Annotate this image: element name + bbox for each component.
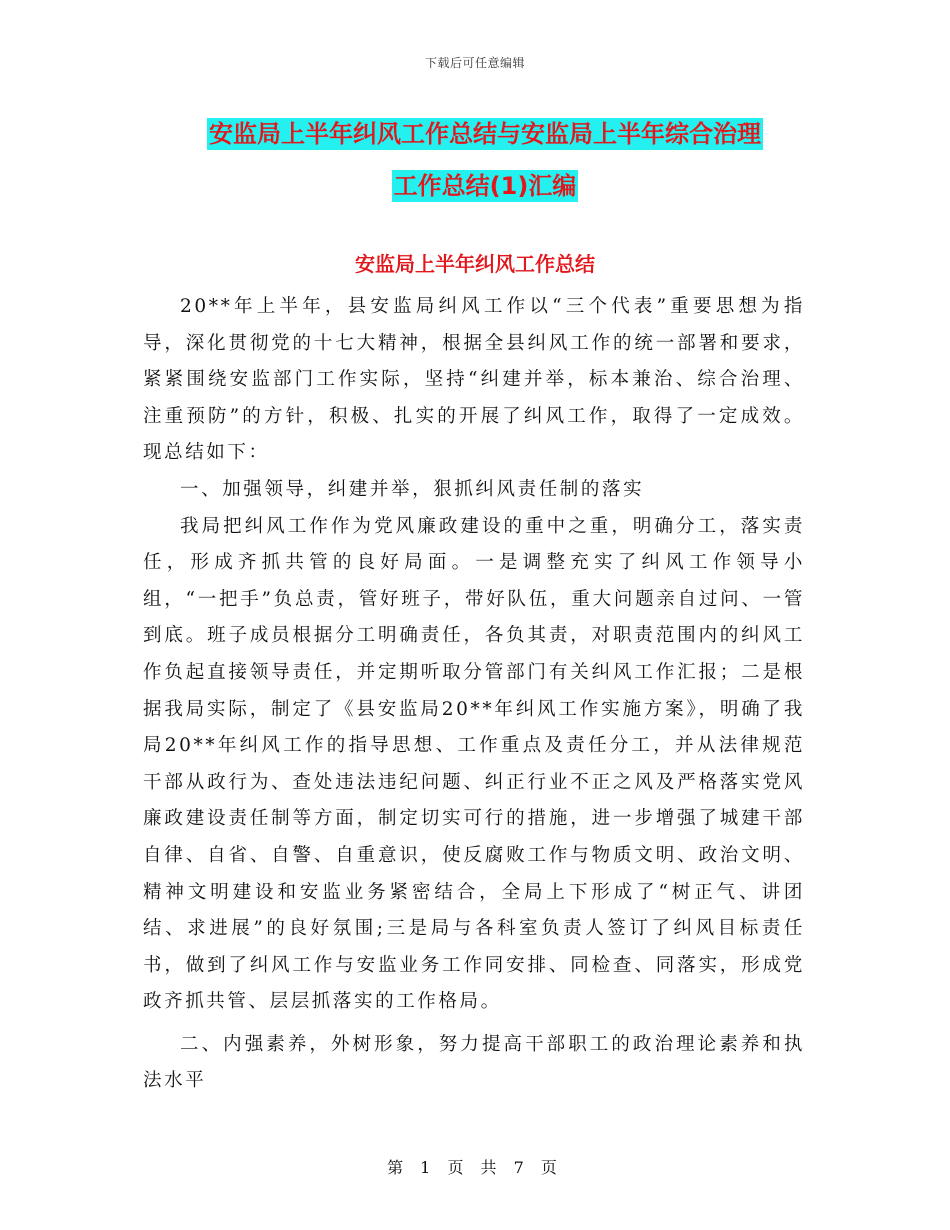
body-paragraph: 20**年上半年，县安监局纠风工作以“三个代表”重要思想为指导，深化贯彻党的十七大精神，根据全县纠风工作的统一部署和要求，紧紧围绕安监部门工作实际，坚持“纠建并举，标本兼治、综合治理、注重预防”的方针，积极、扎实的开展了纠风工作，取得了一定成效。现总结如下： — [143, 296, 805, 464]
page-number: 第 1 页 共 7 页 — [387, 1158, 563, 1177]
section-heading-2: 二、内强素养，外树形象，努力提高干部职工的政治理论素养和执法水平 — [143, 1033, 805, 1092]
document-body — [143, 289, 805, 1100]
document-title-line-1: 安监局上半年纠风工作总结与安监局上半年综合治理 — [209, 120, 761, 148]
page-header-note: 下载后可任意编辑 — [424, 56, 525, 70]
section-heading-1: 一、加强领导，纠建并举，狠抓纠风责任制的落实 — [180, 478, 645, 500]
document-title-line-2: 工作总结(1)汇编 — [393, 172, 577, 200]
document-title — [145, 108, 825, 212]
body-paragraph: 我局把纠风工作作为党风廉政建设的重中之重，明确分工，落实责任，形成齐抓共管的良好局面。一是调整充实了纠风工作领导小组，“一把手”负总责，管好班子，带好队伍，重大问题亲自过问、一管到底。班子成员根据分工明确责任，各负其责，对职责范围内的纠风工作负起直接领导责任，并定期听取分管部门有关纠风工作汇报；二是根据我局实际，制定了《县安监局20**年纠风工作实施方案》，明确了我局20**年纠风工作的指导思想、工作重点及责任分工，并从法律规范干部从政行为、查处违法违纪问题、纠正行业不正之风及严格落实党风廉政建设责任制等方面，制定切实可行的措施，进一步增强了城建干部自律、自省、自警、自重意识，使反腐败工作与物质文明、政治文明、精神文明建设和安监业务紧密结合，全局上下形成了“树正气、讲团结、求进展”的良好氛围;三是局与各科室负责人签订了纠风目标责任书，做到了纠风工作与安监业务工作同安排、同检查、同落实，形成党政齐抓共管、层层抓落实的工作格局。 — [143, 515, 805, 1013]
section-title: 安监局上半年纠风工作总结 — [355, 252, 595, 276]
